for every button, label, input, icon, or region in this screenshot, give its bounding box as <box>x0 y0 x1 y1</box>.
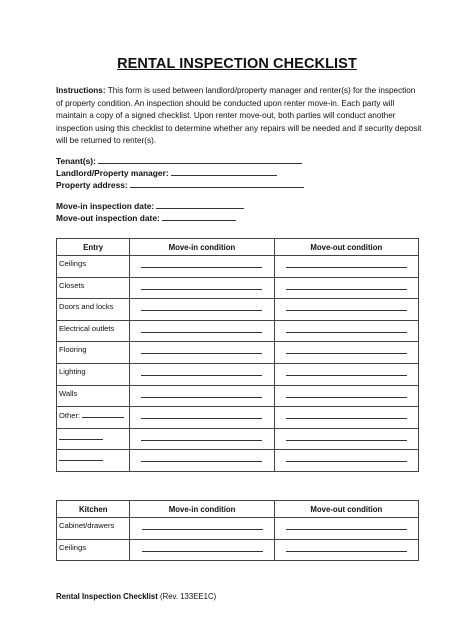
move-out-cell[interactable] <box>274 407 418 429</box>
move-in-line[interactable] <box>141 289 262 290</box>
move-in-header: Move-in condition <box>130 239 274 256</box>
row-label: Ceilings <box>57 256 130 278</box>
move-out-cell[interactable] <box>274 277 418 299</box>
move-out-cell[interactable] <box>274 342 418 364</box>
table-row <box>57 450 419 472</box>
move-in-line[interactable] <box>141 397 262 398</box>
move-out-cell[interactable] <box>274 539 418 561</box>
move-out-cell[interactable] <box>274 450 418 472</box>
kitchen-move-in-header: Move-in condition <box>130 501 274 518</box>
row-label-blank[interactable] <box>57 450 130 472</box>
move-out-date-label: Move-out inspection date: <box>56 213 160 223</box>
move-out-line[interactable] <box>286 353 407 354</box>
row-label: Flooring <box>57 342 130 364</box>
move-in-cell[interactable] <box>130 450 274 472</box>
move-in-line[interactable] <box>141 418 262 419</box>
tenants-line[interactable] <box>98 155 302 164</box>
table-row <box>57 363 419 385</box>
kitchen-table-header-row <box>57 501 419 518</box>
move-out-date-field[interactable] <box>56 212 236 223</box>
address-field[interactable] <box>56 179 304 190</box>
move-in-line[interactable] <box>141 461 262 462</box>
address-label: Property address: <box>56 180 128 190</box>
manager-line[interactable] <box>171 167 277 176</box>
row-label: Electrical outlets <box>57 320 130 342</box>
instructions-text: This form is used between landlord/property manager and renter(s) for the inspection of property condition. An inspection should be conducted upon renter move-in. Each party will maintain a copy of a signed checklist. Upon renter move-out, both parties will conduct another inspection using this checklist to determine whether any repairs will be needed and if security deposit will be returned to renter(s). <box>56 86 422 146</box>
table-row <box>57 539 419 561</box>
row-label: Cabinet/drawers <box>57 518 130 540</box>
move-in-line[interactable] <box>142 551 263 552</box>
manager-field[interactable] <box>56 167 277 178</box>
table-row <box>57 518 419 540</box>
move-in-line[interactable] <box>141 440 262 441</box>
move-in-line[interactable] <box>141 375 262 376</box>
move-in-cell[interactable] <box>130 342 274 364</box>
move-out-cell[interactable] <box>274 363 418 385</box>
kitchen-header: Kitchen <box>57 501 130 518</box>
move-in-line[interactable] <box>141 353 262 354</box>
move-in-line[interactable] <box>141 310 262 311</box>
move-out-cell[interactable] <box>274 518 418 540</box>
move-out-line[interactable] <box>286 332 407 333</box>
move-out-cell[interactable] <box>274 256 418 278</box>
move-out-line[interactable] <box>286 551 407 552</box>
row-label: Lighting <box>57 363 130 385</box>
move-in-date-label: Move-in inspection date: <box>56 201 155 211</box>
move-out-line[interactable] <box>286 397 407 398</box>
entry-table-header-row <box>57 239 419 256</box>
address-line[interactable] <box>130 179 304 188</box>
table-row <box>57 428 419 450</box>
manager-label: Landlord/Property manager: <box>56 168 169 178</box>
table-row <box>57 385 419 407</box>
move-in-date-field[interactable] <box>56 200 244 211</box>
move-out-line[interactable] <box>286 310 407 311</box>
instructions-paragraph <box>56 85 422 148</box>
entry-header: Entry <box>57 239 130 256</box>
row-label: Ceilings <box>57 539 130 561</box>
blank-entry-line[interactable] <box>59 453 103 461</box>
other-line[interactable] <box>82 410 124 418</box>
move-out-line[interactable] <box>286 418 407 419</box>
move-in-cell[interactable] <box>130 539 274 561</box>
tenants-field[interactable] <box>56 155 302 166</box>
move-out-cell[interactable] <box>274 320 418 342</box>
move-out-line[interactable] <box>286 375 407 376</box>
instructions-label: Instructions: <box>56 86 106 95</box>
table-row <box>57 342 419 364</box>
table-row <box>57 320 419 342</box>
row-label-blank[interactable] <box>57 428 130 450</box>
footer-revision: (Rev. 133EE1C) <box>157 592 217 601</box>
kitchen-table <box>56 500 419 561</box>
move-out-line[interactable] <box>286 289 407 290</box>
tenants-label: Tenant(s): <box>56 156 96 166</box>
row-label: Closets <box>57 277 130 299</box>
move-out-line[interactable] <box>286 267 407 268</box>
row-label: Walls <box>57 385 130 407</box>
page-title: RENTAL INSPECTION CHECKLIST <box>117 56 357 72</box>
move-in-cell[interactable] <box>130 299 274 321</box>
move-out-header: Move-out condition <box>274 239 418 256</box>
footer-title: Rental Inspection Checklist <box>56 592 158 601</box>
other-label: Other: <box>59 411 81 421</box>
move-in-cell[interactable] <box>130 320 274 342</box>
move-in-cell[interactable] <box>130 385 274 407</box>
table-row <box>57 277 419 299</box>
table-row <box>57 299 419 321</box>
blank-entry-line[interactable] <box>59 432 103 440</box>
move-in-line[interactable] <box>142 529 263 530</box>
row-label: Doors and locks <box>57 299 130 321</box>
move-out-line[interactable] <box>286 461 407 462</box>
move-in-date-line[interactable] <box>156 200 244 209</box>
move-in-cell[interactable] <box>130 256 274 278</box>
move-in-line[interactable] <box>141 267 262 268</box>
row-label-other[interactable] <box>57 407 130 429</box>
move-in-cell[interactable] <box>130 407 274 429</box>
footer <box>56 592 216 601</box>
move-in-cell[interactable] <box>130 518 274 540</box>
move-in-line[interactable] <box>141 332 262 333</box>
move-out-line[interactable] <box>286 440 407 441</box>
table-row <box>57 407 419 429</box>
move-in-cell[interactable] <box>130 277 274 299</box>
move-out-line[interactable] <box>286 529 407 530</box>
move-out-date-line[interactable] <box>162 212 236 221</box>
move-out-cell[interactable] <box>274 385 418 407</box>
move-in-cell[interactable] <box>130 363 274 385</box>
kitchen-move-out-header: Move-out condition <box>274 501 418 518</box>
move-out-cell[interactable] <box>274 428 418 450</box>
move-in-cell[interactable] <box>130 428 274 450</box>
table-row <box>57 256 419 278</box>
move-out-cell[interactable] <box>274 299 418 321</box>
entry-table <box>56 238 419 472</box>
